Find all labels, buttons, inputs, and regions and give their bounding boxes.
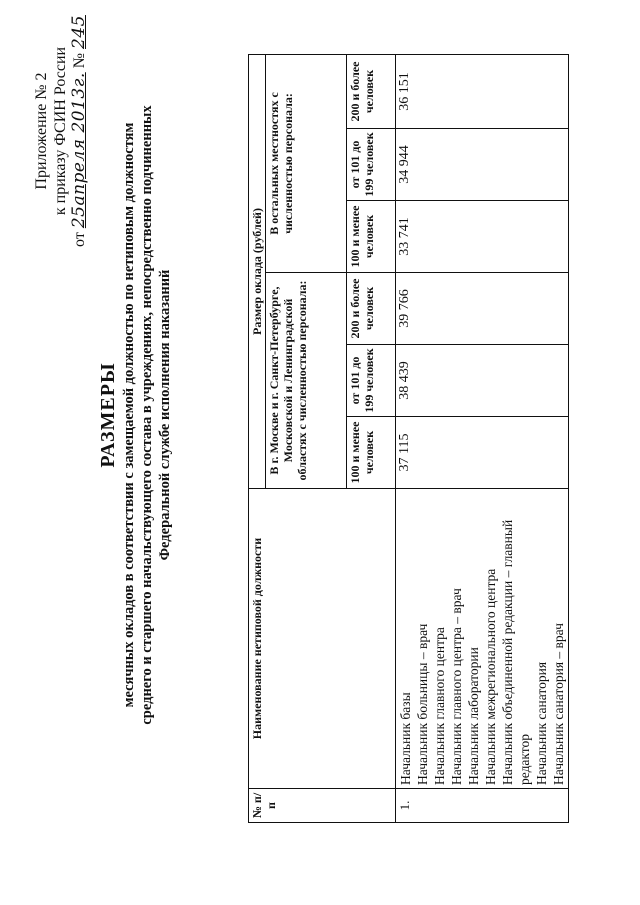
header-col-3: 200 и более человек	[347, 273, 396, 345]
date-prefix: от	[71, 232, 88, 247]
salary-value: 33 741	[396, 201, 569, 273]
header-other-regions: В остальных местностях с численностью персонала:	[266, 54, 347, 272]
header-col-6: 200 и более человек	[347, 54, 396, 128]
position-name: Начальник главного центра – врач	[449, 588, 464, 785]
header-col-2: от 101 до 199 человек	[347, 345, 396, 417]
number-label: №	[71, 53, 88, 69]
header-position-name: Наименование нетиповой должности	[249, 489, 396, 789]
position-name: Начальник лаборатории	[466, 647, 481, 785]
document-title	[96, 75, 174, 755]
salary-value: 37 115	[396, 417, 569, 489]
header-col-4: 100 и менее человек	[347, 201, 396, 273]
order-date-line	[70, 15, 89, 247]
salary-table	[248, 54, 569, 823]
position-name: Начальник главного центра	[432, 627, 447, 785]
handwritten-date: 25апреля 2013г.	[69, 72, 89, 229]
salary-value: 36 151	[396, 54, 569, 128]
appendix-label: Приложение № 2	[33, 72, 50, 190]
handwritten-number: 245	[69, 15, 89, 49]
position-name: Начальник объединенной редакции – главный	[500, 519, 515, 785]
order-reference: к приказу ФСИН России	[52, 46, 69, 216]
title-line-1: месячных окладов в соответствии с замещаемой должностью по нетиповым должностям	[121, 122, 137, 708]
position-name: Начальник межрегионального центра	[483, 568, 498, 785]
salary-value: 38 439	[396, 345, 569, 417]
header-num: № п/п	[249, 789, 396, 823]
header-moscow: В г. Москве и г. Санкт-Петербурге, Московской и Ленинградской областях с численностью персонала:	[266, 273, 347, 489]
approval-block	[32, 15, 89, 247]
salary-value: 34 944	[396, 129, 569, 201]
row-number: 1.	[396, 789, 569, 823]
position-name: Начальник санатория – врач	[551, 623, 566, 785]
header-col-1: 100 и менее человек	[347, 417, 396, 489]
salary-value: 39 766	[396, 273, 569, 345]
position-name: Начальник больницы – врач	[415, 623, 430, 785]
position-name: Начальник санатория	[534, 661, 549, 785]
header-salary: Размер оклада (рублей)	[249, 54, 266, 488]
title-heading: РАЗМЕРЫ	[97, 362, 119, 468]
position-names	[396, 489, 569, 789]
title-line-2: среднего и старшего начальствующего состава в учреждениях, непосредственно подчиненных	[139, 105, 155, 725]
table-row	[396, 54, 569, 822]
title-line-3: Федеральной службе исполнения наказаний	[157, 269, 173, 561]
header-col-5: от 101 до 199 человек	[347, 129, 396, 201]
header-row-1	[249, 54, 266, 822]
position-name: Начальник базы	[398, 692, 413, 785]
position-name: редактор	[517, 733, 532, 785]
